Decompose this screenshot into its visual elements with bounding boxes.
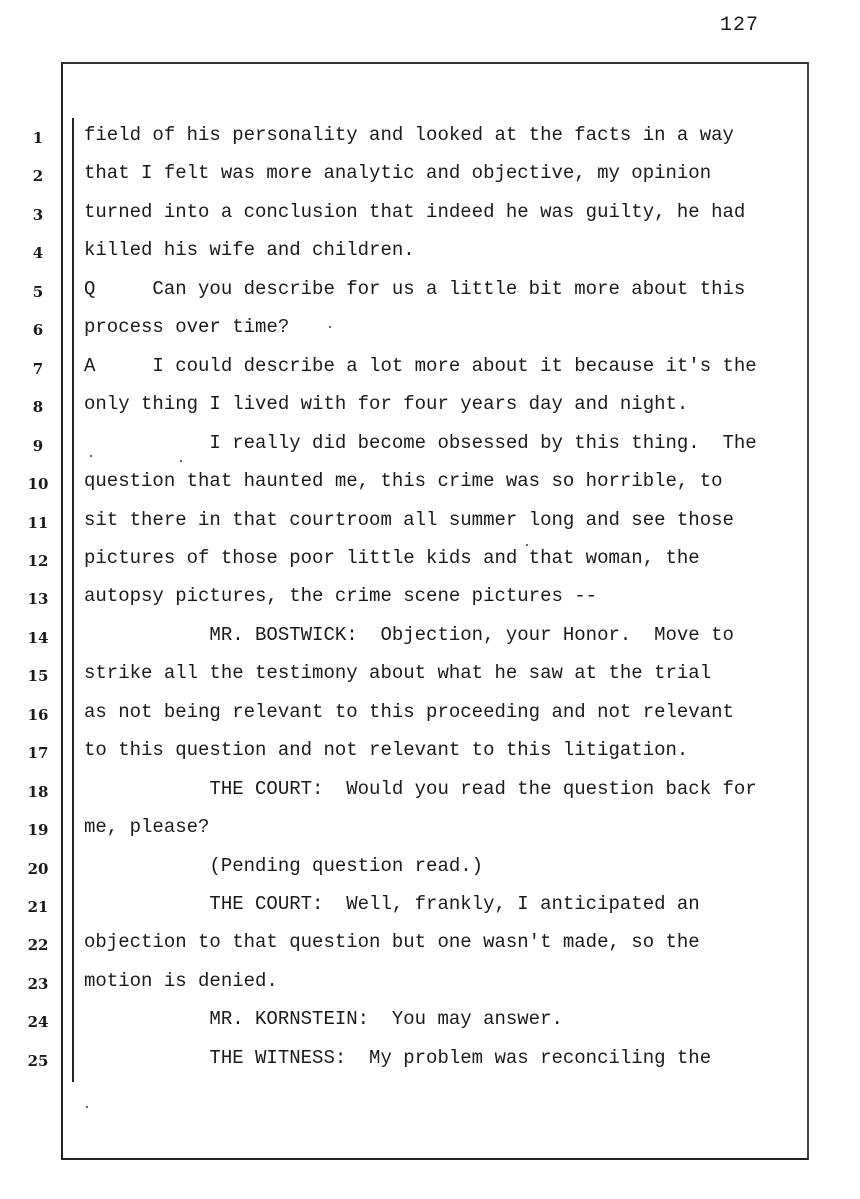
line-text: to this question and not relevant to this litigation. <box>84 739 689 762</box>
line-text: sit there in that courtroom all summer long and see those <box>84 508 734 531</box>
line-number: 6 <box>32 321 44 340</box>
line-number: 13 <box>27 590 49 609</box>
line-number: 10 <box>27 475 49 494</box>
line-text: motion is denied. <box>84 969 278 992</box>
transcript-line <box>0 273 860 311</box>
transcript-line <box>0 465 860 503</box>
transcript-line <box>0 1003 860 1041</box>
line-number: 18 <box>27 782 49 801</box>
line-number: 8 <box>32 398 44 417</box>
transcript-line <box>0 388 860 426</box>
speck <box>86 1106 88 1108</box>
transcript-line <box>0 734 860 772</box>
transcript-line <box>0 542 860 580</box>
transcript-line <box>0 350 860 388</box>
line-text: field of his personality and looked at the facts in a way <box>84 124 734 146</box>
line-number: 17 <box>27 744 49 763</box>
line-text: I really did become obsessed by this thing. The <box>84 431 757 454</box>
line-number: 7 <box>32 359 44 378</box>
line-number: 22 <box>27 936 49 955</box>
line-text: strike all the testimony about what he saw at the trial <box>84 662 712 685</box>
line-text: question that haunted me, this crime was so horrible, to <box>84 470 723 493</box>
line-number: 2 <box>32 167 44 186</box>
line-number: 3 <box>32 205 44 224</box>
page-number: 127 <box>720 14 760 37</box>
line-number: 15 <box>27 667 49 686</box>
line-text: that I felt was more analytic and objective, my opinion <box>84 162 712 185</box>
line-number: 25 <box>27 1051 49 1070</box>
line-number: 5 <box>32 282 44 301</box>
speck <box>180 460 182 462</box>
line-number: 20 <box>27 859 49 878</box>
transcript-line <box>0 427 860 465</box>
speck <box>329 326 331 328</box>
line-number: 19 <box>27 821 49 840</box>
transcript-line <box>0 888 860 926</box>
transcript-line <box>0 657 860 695</box>
line-text: (Pending question read.) <box>84 854 484 877</box>
line-number: 9 <box>32 436 44 455</box>
line-text: MR. KORNSTEIN: You may answer. <box>84 1008 563 1031</box>
line-text: as not being relevant to this proceeding and not relevant <box>84 700 734 723</box>
transcript-line <box>0 965 860 1003</box>
line-text: THE COURT: Well, frankly, I anticipated an <box>84 893 700 915</box>
line-number: 24 <box>27 1013 49 1032</box>
transcript-line <box>0 926 860 964</box>
transcript-line <box>0 157 860 195</box>
line-text: process over time? <box>84 316 290 339</box>
transcript-line <box>0 580 860 618</box>
line-text: objection to that question but one wasn't made, so the <box>84 931 700 954</box>
line-text: A I could describe a lot more about it because it's the <box>84 354 757 377</box>
line-text: autopsy pictures, the crime scene pictures -- <box>84 585 598 608</box>
line-text: THE WITNESS: My problem was reconciling the <box>84 1046 712 1069</box>
transcript-line <box>0 1042 860 1080</box>
line-number: 4 <box>32 244 44 263</box>
transcript-line <box>0 311 860 349</box>
line-number: 14 <box>27 628 49 647</box>
transcript-line <box>0 504 860 542</box>
line-number: 21 <box>27 898 49 916</box>
line-text: me, please? <box>84 816 210 839</box>
line-text: turned into a conclusion that indeed he was guilty, he had <box>84 200 746 223</box>
transcript-line <box>0 234 860 272</box>
line-text: THE COURT: Would you read the question back for <box>84 777 757 800</box>
transcript-line <box>0 773 860 811</box>
line-text: Q Can you describe for us a little bit more about this <box>84 277 746 300</box>
line-number: 16 <box>27 705 49 724</box>
line-number: 11 <box>27 513 49 532</box>
transcript-line <box>0 811 860 849</box>
transcript-line <box>0 196 860 234</box>
line-text: MR. BOSTWICK: Objection, your Honor. Move to <box>84 623 734 646</box>
transcript-line <box>0 619 860 657</box>
transcript-line <box>0 850 860 888</box>
line-text: only thing I lived with for four years day and night. <box>84 393 689 416</box>
line-number: 1 <box>32 129 44 147</box>
speck <box>526 544 528 546</box>
line-text: pictures of those poor little kids and that woman, the <box>84 546 700 569</box>
line-number: 12 <box>27 551 49 570</box>
line-text: killed his wife and children. <box>84 239 415 262</box>
speck <box>90 455 92 457</box>
line-number: 23 <box>27 974 49 993</box>
transcript-line <box>0 119 860 157</box>
transcript-line <box>0 696 860 734</box>
